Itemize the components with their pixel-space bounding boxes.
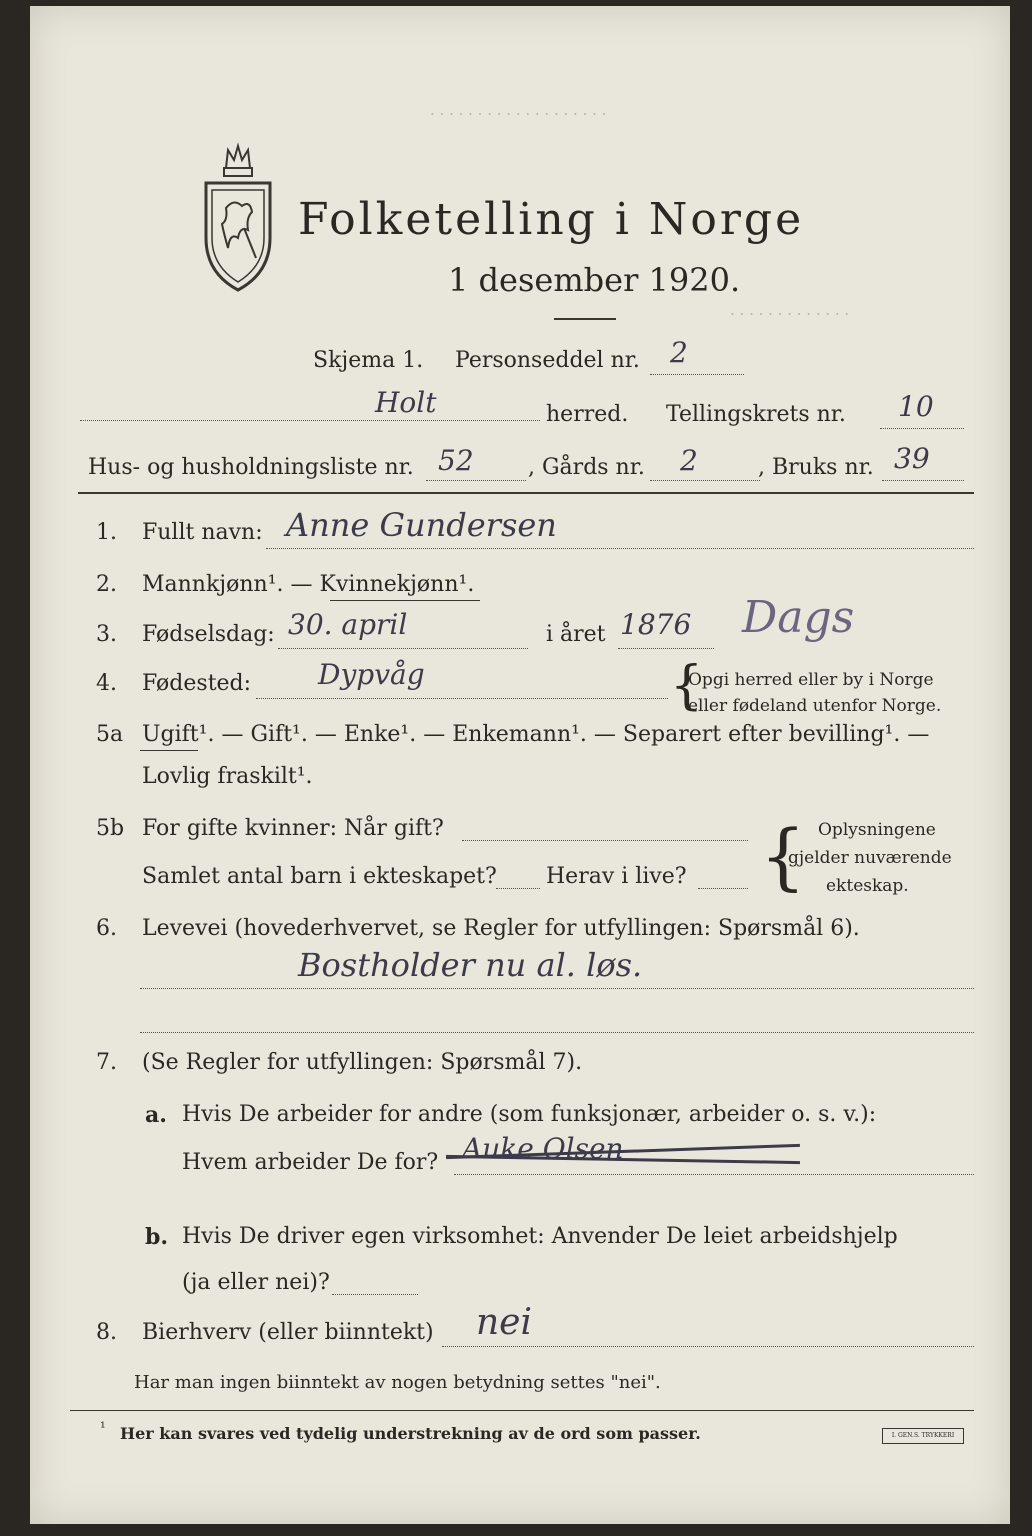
herred-line [80,420,540,421]
q5a-underline-ugift [140,750,198,751]
q7b-line-2: (ja eller nei)? [182,1270,330,1295]
q6-line-1 [140,988,974,989]
tellingskrets-label: Tellingskrets nr. [666,402,846,427]
schema-label: Skjema 1. [313,348,424,373]
personseddel-value[interactable]: 2 [670,336,688,369]
q3-year-line [618,648,714,649]
birthyear-value[interactable]: 1876 [620,608,692,641]
q8-label: Bierhverv (eller biinntekt) [142,1320,434,1345]
q2-number: 2. [96,572,117,597]
q7b-line-1: Hvis De driver egen virksomhet: Anvender De leiet arbeidshjelp [182,1224,898,1249]
q3-year-label: i året [546,622,606,647]
q3-date-line [278,648,528,649]
q7a-line [454,1174,974,1175]
q6-number: 6. [96,916,117,941]
q5b-number: 5b [96,816,125,841]
q7a-line-1: Hvis De arbeider for andre (som funksjonær, arbeider o. s. v.): [182,1102,877,1127]
tellingskrets-value[interactable]: 10 [898,390,934,423]
q5b-children-line [496,888,540,889]
q7b-letter: b. [145,1224,169,1250]
husliste-label: Hus- og husholdningsliste nr. [88,455,414,480]
employer-value[interactable]: Auke Olsen [462,1132,624,1165]
bleed-through-text: . . . . . . . . . . . . . [730,301,850,319]
q4-label: Fødested: [142,671,252,696]
q5b-note-2: gjelder nuværende [788,848,952,868]
tellingskrets-line [880,428,964,429]
full-name-value[interactable]: Anne Gundersen [286,506,557,544]
norway-coat-of-arms-icon [198,138,278,298]
q8-number: 8. [96,1320,117,1345]
bleed-through-text: . . . . . . . . . . . . . . . . . . . [430,101,607,119]
gards-line [650,480,760,481]
census-date: 1 desember 1920. [448,261,741,299]
gards-label: , Gårds nr. [528,455,645,480]
q1-label: Fullt navn: [142,520,263,545]
q3-label: Fødselsdag: [142,622,275,647]
q6-label: Levevei (hovederhvervet, se Regler for utfyllingen: Spørsmål 6). [142,916,860,941]
footnote-mark: ¹ [100,1420,106,1436]
nei-note: Har man ingen biinntekt av nogen betydning settes "nei". [134,1372,661,1393]
q4-line [256,698,668,699]
q5b-married-line [462,840,748,841]
q7a-line-2: Hvem arbeider De for? [182,1150,439,1175]
bruks-value[interactable]: 39 [894,442,930,475]
herred-label: herred. [546,402,629,427]
q7a-letter: a. [145,1102,167,1128]
husliste-value[interactable]: 52 [438,444,474,477]
q4-brace: { [670,656,704,716]
herred-value[interactable]: Holt [375,386,437,419]
printer-stamp: I. GEN.S. TRYKKERI [882,1428,964,1444]
q5b-children-label: Samlet antal barn i ekteskapet? [142,864,497,889]
bruks-line [882,480,964,481]
bruks-label: , Bruks nr. [758,455,874,480]
q7-number: 7. [96,1050,117,1075]
q2-label: Mannkjønn¹. — Kvinnekjønn¹. [142,572,475,597]
q1-line [266,548,974,549]
q5a-number: 5a [96,722,124,747]
q5b-note-1: Oplysningene [818,820,936,840]
birthplace-value[interactable]: Dypvåg [318,658,425,691]
q5b-note-3: ekteskap. [826,876,909,896]
q4-number: 4. [96,671,117,696]
q5b-brace: { [760,814,806,898]
form-title: Folketelling i Norge [298,194,805,245]
title-divider [554,318,616,320]
personseddel-label: Personseddel nr. [455,348,640,373]
occupation-value[interactable]: Bostholder nu al. løs. [298,946,643,984]
q7-label: (Se Regler for utfyllingen: Spørsmål 7). [142,1050,583,1075]
q2-underline-kvinnekjonn [330,600,480,601]
q3-number: 3. [96,622,117,647]
birthdate-value[interactable]: 30. april [288,608,408,641]
q5b-alive-label: Herav i live? [546,864,687,889]
q5a-line-1: Ugift¹. — Gift¹. — Enke¹. — Enkemann¹. — Separert efter bevilling¹. — [142,722,930,747]
husliste-line [426,480,526,481]
q4-note-1: Opgi herred eller by i Norge [688,670,934,690]
q5a-line-2: Lovlig fraskilt¹. [142,764,313,789]
census-form-page [30,6,1010,1524]
personseddel-line [650,374,744,375]
section-divider [78,492,974,494]
side-income-value[interactable]: nei [476,1302,533,1343]
q7b-line [332,1294,418,1295]
q5b-line-1: For gifte kvinner: Når gift? [142,816,444,841]
q6-line-2 [140,1032,974,1033]
q5b-alive-line [698,888,748,889]
q1-number: 1. [96,520,117,545]
gards-value[interactable]: 2 [680,444,698,477]
q4-note-2: eller fødeland utenfor Norge. [688,696,942,716]
q8-line [442,1346,974,1347]
margin-annotation: Dags [742,592,855,643]
footnote-divider [70,1410,974,1411]
footnote: Her kan svares ved tydelig understrekning av de ord som passer. [120,1424,701,1443]
